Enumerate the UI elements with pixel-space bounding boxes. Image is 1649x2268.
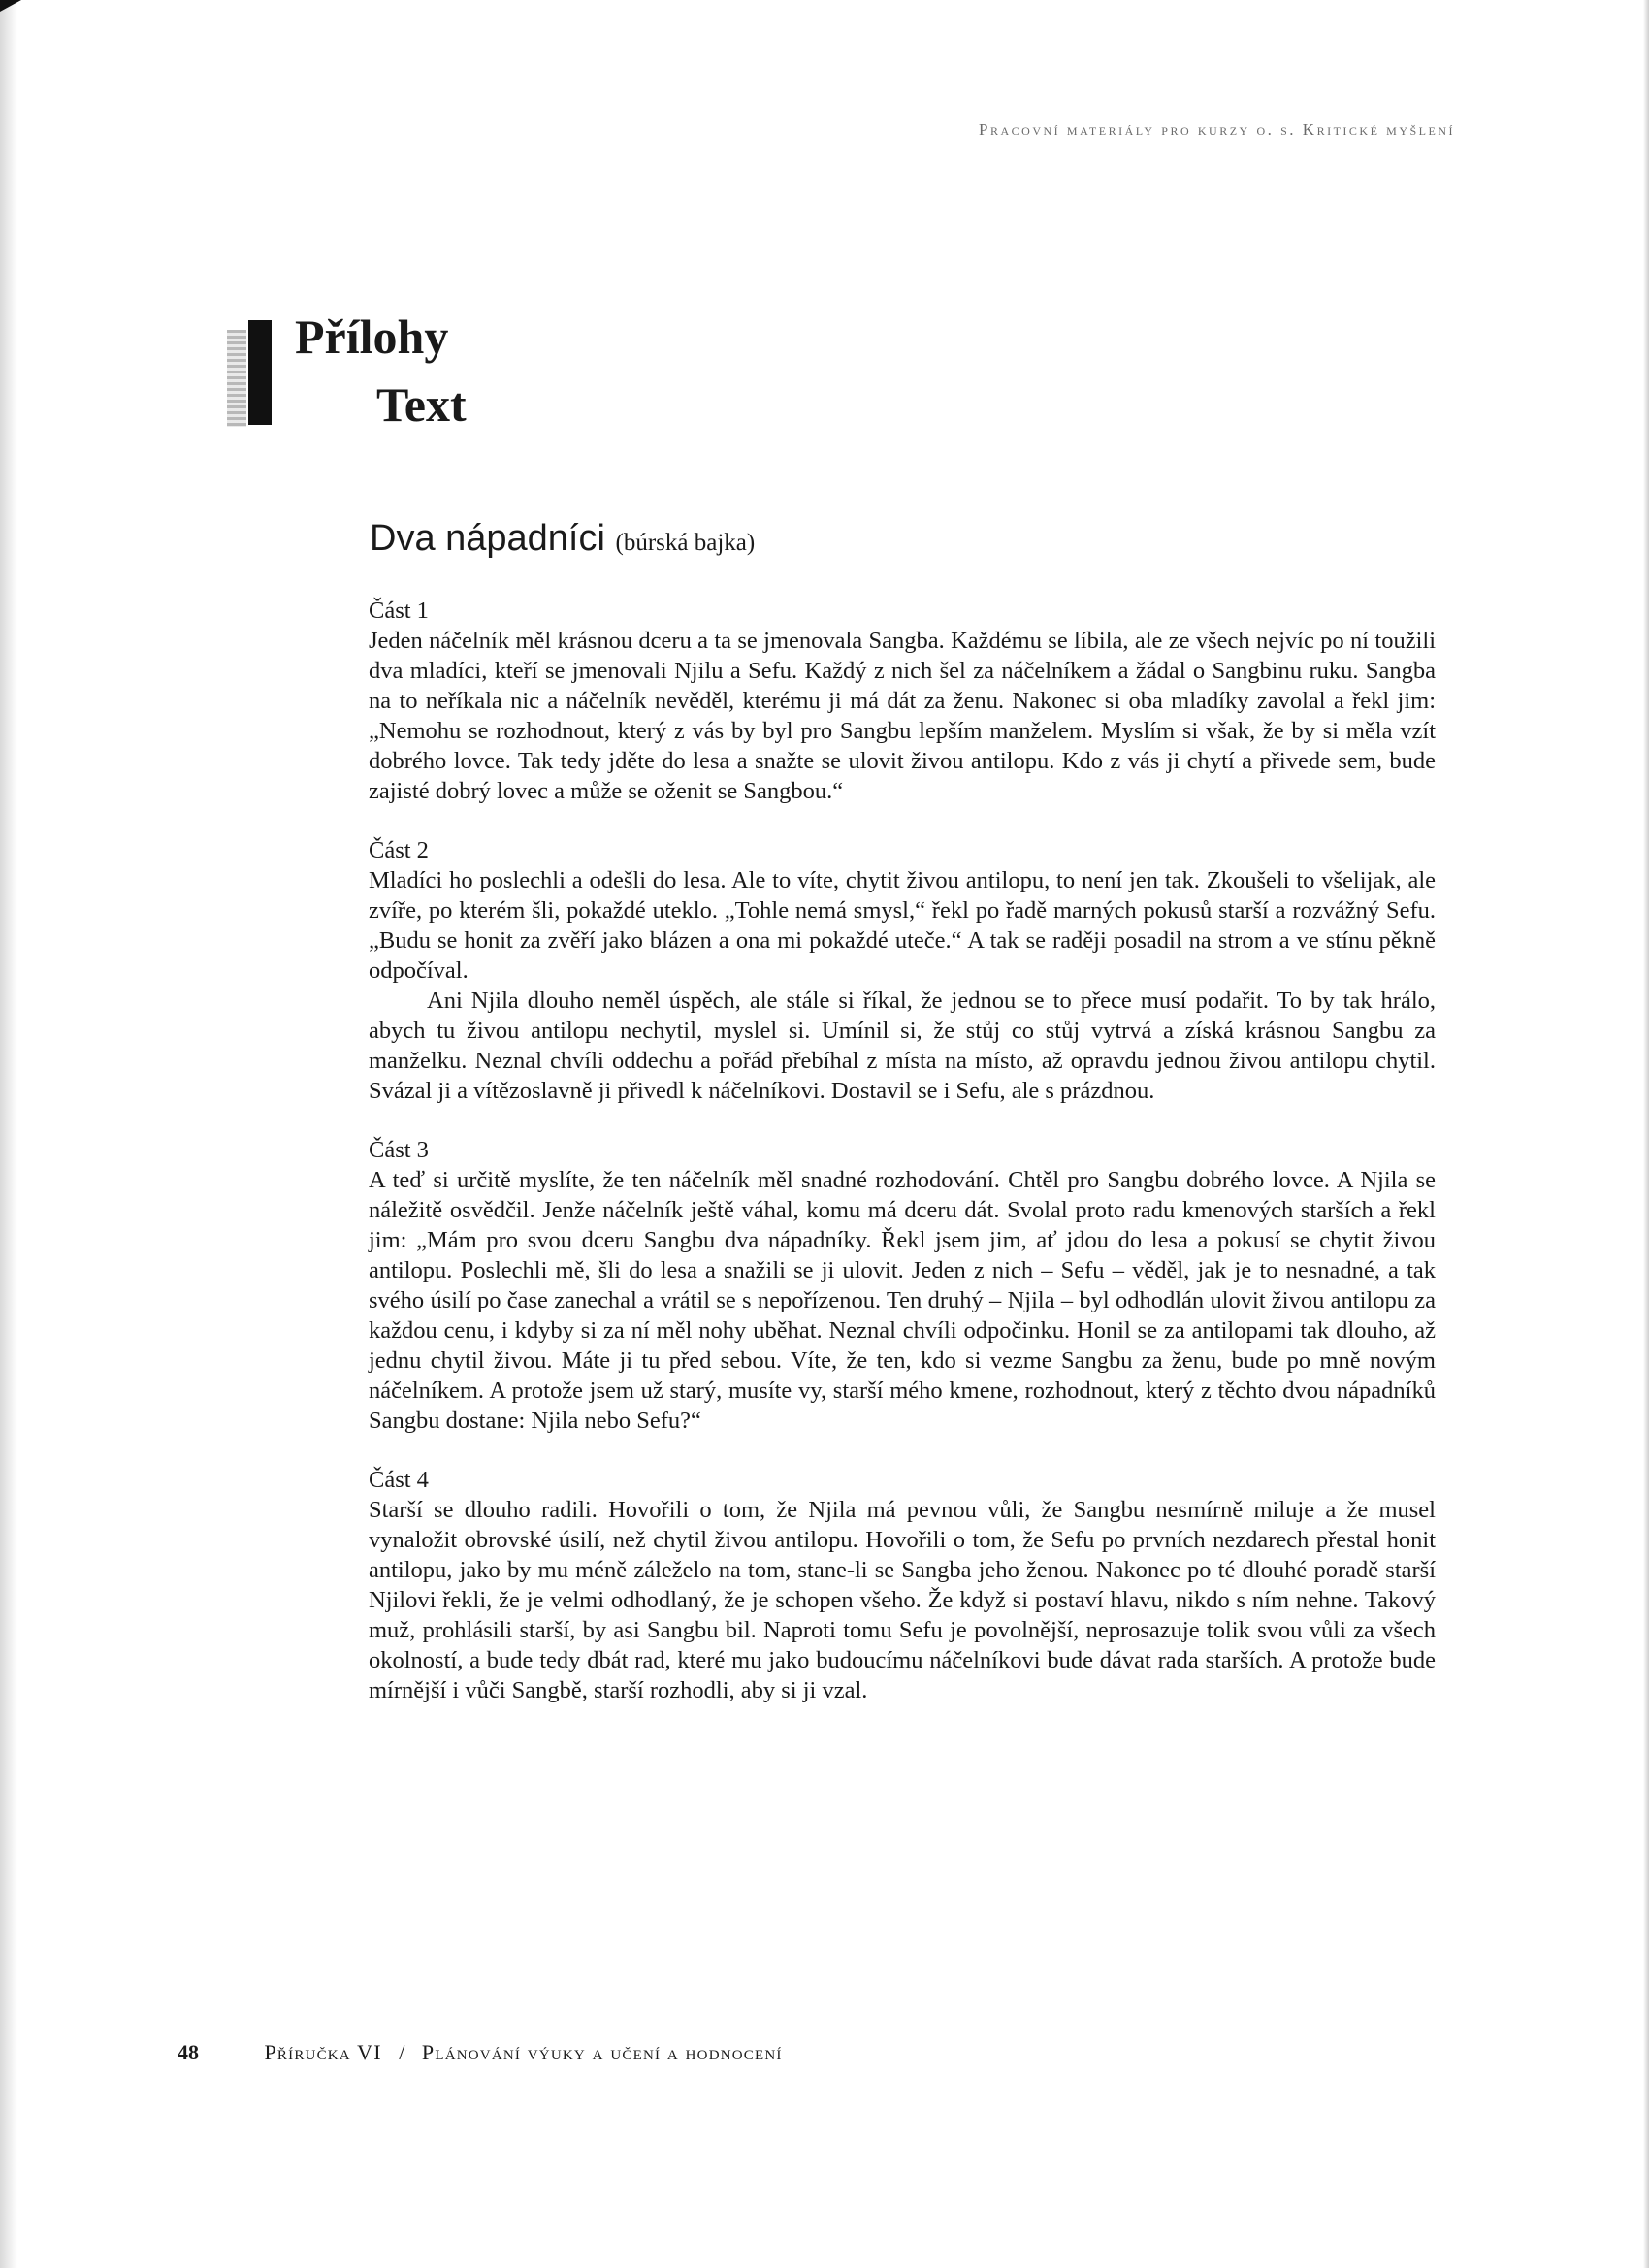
page-edge-shadow <box>0 0 17 2268</box>
footer-subtitle: Plánování výuky a učení a hodnocení <box>421 2040 783 2064</box>
part-1-paragraph: Jeden náčelník měl krásnou dceru a ta se jmenovala Sangba. Každému se líbila, ale ze všech nejvíc po ní toužili dva mladíci, kteří se jmenovali Njilu a Sefu. Každý z nich šel za náčelníkem a žádal o Sangbinu ruku. Sangba na to neříkala nic a náčelník nevěděl, kterému ji má dát za ženu. Nakonec si oba mladíky zavolal a řekl jim: „Nemohu se rozhodnout, který z vás by byl pro Sangbu lepším manželem. Myslím si však, že by si měla vzít dobrého lovce. Tak tedy jděte do lesa a snažte se ulovit živou antilopu. Kdo z vás ji chytí a přivede sem, bude zajisté dobrý lovec a může se oženit se Sangbou.“ <box>369 628 1436 804</box>
part-2-paragraph-1: Mladíci ho poslechli a odešli do lesa. Ale to víte, chytit živou antilopu, to není jen tak. Zkoušeli to všelijak, ale zvíře, po kterém šli, pokaždé uteklo. „Tohle nemá smysl,“ řekl po řadě marných pokusů starší a rozvážný Sefu. „Budu se honit za zvěří jako blázen a ona mi pokaždé uteče.“ A tak se raději posadil na strom a ve stínu pěkně odpočíval. <box>369 867 1436 984</box>
heading-prilohy: Přílohy <box>295 309 449 364</box>
story-title-main: Dva nápadníci <box>370 518 605 559</box>
story-subtitle: (búrská bajka) <box>615 530 756 556</box>
heading-bar-scan-shadow <box>227 330 246 427</box>
part-4-label: Část 4 <box>369 1467 429 1493</box>
corner-mark <box>0 0 21 12</box>
footer-separator: / <box>399 2040 405 2064</box>
running-head: Pracovní materiály pro kurzy o. s. Kritické myšlení <box>979 120 1455 139</box>
part-4-paragraph: Starší se dlouho radili. Hovořili o tom, že Njila má pevnou vůli, že Sangbu nesmírně miluje a že musel vynaložit obrovské úsilí, než chytil živou antilopu. Hovořili o tom, že Sefu po prvních nezdarech přestal honit antilopu, jako by mu méně záleželo na tom, stane-li se Sangba jeho ženou. Nakonec po té dlouhé poradě starší Njilovi řekli, že je velmi odhodlaný, že je schopen všeho. Že když si postaví hlavu, nikdo s ním nehne. Takový muž, prohlásili starší, by asi Sangbu bil. Naproti tomu Sefu je povolnější, neprosazuje tolik svou vůli za všech okolností, a bude tedy dbát rad, které mu jako budoucímu náčelníkovi bude dávat rada starších. A protože bude mírnější i vůči Sangbě, starší rozhodli, aby si ji vzal. <box>369 1497 1436 1703</box>
heading-text: Text <box>376 377 467 432</box>
part-2-label: Část 2 <box>369 837 429 863</box>
story-title <box>370 518 755 560</box>
part-3-paragraph: A teď si určitě myslíte, že ten náčelník měl snadné rozhodování. Chtěl pro Sangbu dobrého lovce. A Njila se náležitě osvědčil. Jenže náčelník ještě váhal, komu má dceru dát. Svolal proto radu kmenových starších a řekl jim: „Mám pro svou dceru Sangbu dva nápadníky. Řekl jsem jim, ať jdou do lesa a pokusí se chytit živou antilopu. Poslechli mě, šli do lesa a snažili se ji ulovit. Jeden z nich – Sefu – věděl, jak je to nesnadné, a tak svého úsilí po čase zanechal a vrátil se s nepořízenou. Ten druhý – Njila – byl odhodlán ulovit živou antilopu za každou cenu, i kdyby si za ní měl nohy uběhat. Neznal chvíli odpočinku. Honil se za antilopami tak dlouho, až jednu chytil živou. Máte ji tu před sebou. Víte, že ten, kdo si vezme Sangbu za ženu, bude po mně novým náčelníkem. A protože jsem už starý, musíte vy, starší mého kmene, rozhodnout, který z těchto dvou nápadníků Sangbu dostane: Njila nebo Sefu?“ <box>369 1167 1436 1434</box>
part-2-paragraph-2: Ani Njila dlouho neměl úspěch, ale stále si říkal, že jednou se to přece musí podařit. To by tak hrálo, abych tu živou antilopu nechytil, myslel si. Umínil si, že stůj co stůj vytrvá a získá krásnou Sangbu za manželku. Neznal chvíli oddechu a pořád přebíhal z místa na místo, až opravdu jednou živou antilopu chytil. Svázal ji a vítězoslavně ji přivedl k náčelníkovi. Dostavil se i Sefu, ale s prázdnou. <box>369 988 1436 1104</box>
page-number: 48 <box>178 2040 199 2064</box>
part-1-label: Část 1 <box>369 598 429 624</box>
page-footer <box>178 2040 1051 2065</box>
footer-title: Příručka VI <box>264 2040 382 2064</box>
part-3-label: Část 3 <box>369 1137 429 1163</box>
right-edge-shadow <box>1643 0 1649 2268</box>
heading-bar <box>248 320 272 425</box>
story-body <box>369 596 1436 1734</box>
